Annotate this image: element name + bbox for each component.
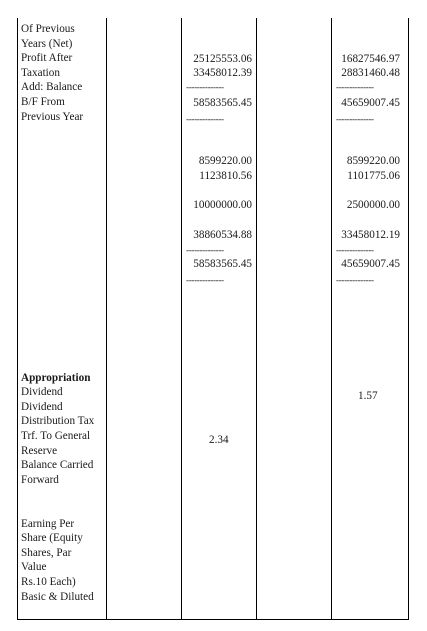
row-label: Taxation [21, 67, 60, 79]
row-label: Rs.10 Each) [21, 576, 76, 588]
row-label: Previous Year [21, 111, 84, 123]
appropriation-heading: Appropriation [21, 372, 91, 384]
value-cell: 38860534.88 [193, 229, 252, 241]
value-cell: 2.34 [209, 434, 229, 446]
row-label: Profit After [21, 52, 73, 64]
row-label: Dividend [21, 386, 63, 398]
value-cell: 8599220.00 [346, 155, 400, 167]
value-cell: 28831460.48 [341, 67, 400, 79]
separator-line: -------------- [336, 245, 374, 255]
row-label: Balance Carried [21, 459, 94, 471]
separator-line: -------------- [186, 245, 224, 255]
value-cell: 1.57 [358, 390, 378, 402]
row-label: B/F From [21, 96, 65, 108]
value-cell: 16827546.97 [341, 53, 400, 65]
separator-line: -------------- [336, 114, 374, 124]
row-label: Shares, Par [21, 547, 72, 559]
row-label: Trf. To General [21, 430, 91, 442]
column-divider [181, 18, 182, 620]
column-divider [106, 18, 107, 620]
value-cell: 45659007.45 [341, 258, 400, 270]
value-cell: 1101775.06 [347, 170, 400, 182]
separator-line: -------------- [186, 114, 224, 124]
value-cell: 1123810.56 [199, 170, 252, 182]
separator-line: -------------- [186, 275, 224, 285]
value-cell: 2500000.00 [346, 199, 400, 211]
row-label: Reserve [21, 445, 58, 457]
row-label: Earning Per [21, 518, 75, 530]
row-label: Share (Equity [21, 532, 83, 544]
separator-line: -------------- [186, 82, 224, 92]
row-label: Dividend [21, 401, 63, 413]
row-label: Distribution Tax [21, 415, 95, 427]
row-label: Add: Balance [21, 81, 83, 93]
column-divider [256, 18, 257, 620]
row-label: Basic & Diluted [21, 591, 94, 603]
row-label: Forward [21, 474, 59, 486]
row-label: Years (Net) [21, 38, 73, 50]
value-cell: 10000000.00 [193, 199, 252, 211]
separator-line: -------------- [336, 275, 374, 285]
column-divider [331, 18, 332, 620]
value-cell: 33458012.19 [341, 229, 400, 241]
row-label: Value [21, 561, 47, 573]
value-cell: 58583565.45 [193, 97, 252, 109]
value-cell: 45659007.45 [341, 97, 400, 109]
separator-line: -------------- [336, 82, 374, 92]
value-cell: 58583565.45 [193, 258, 252, 270]
value-cell: 25125553.06 [193, 53, 252, 65]
row-label: Of Previous [21, 23, 75, 35]
value-cell: 33458012.39 [193, 67, 252, 79]
value-cell: 8599220.00 [198, 155, 252, 167]
